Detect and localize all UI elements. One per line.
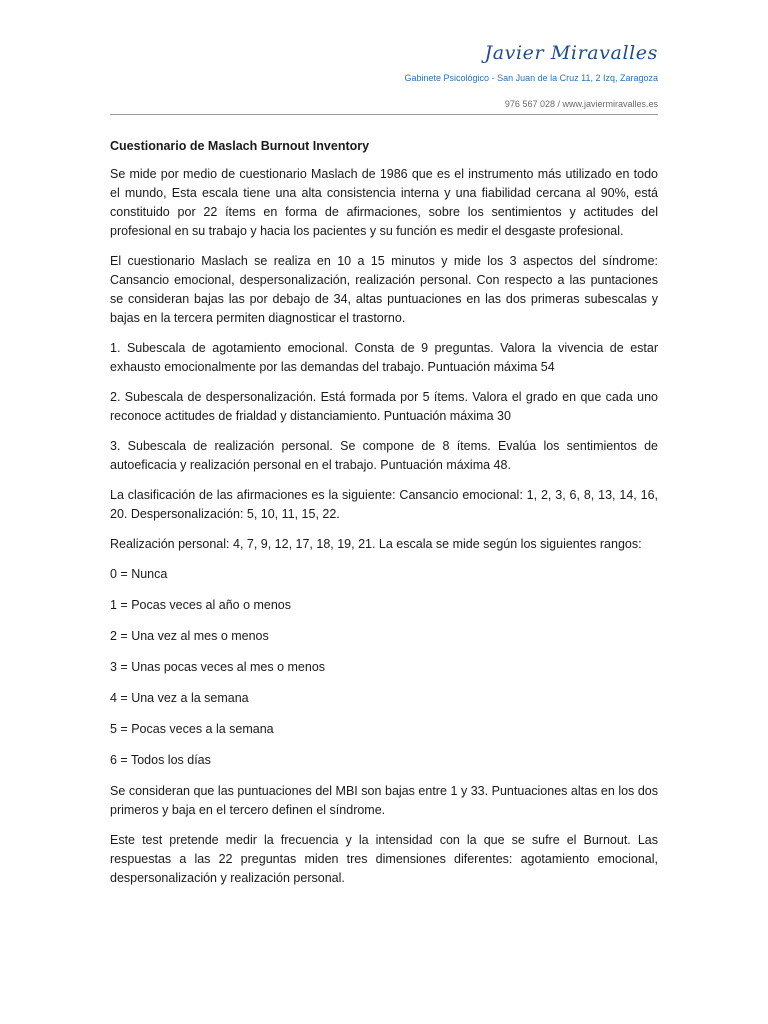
paragraph: Este test pretende medir la frecuencia y la intensidad con la que se sufre el Burnout. Las respuestas a las 22 preguntas miden tres dimensiones diferentes: agotamiento emocional, despersonalización y realización personal. xyxy=(110,833,658,885)
letterhead-name: Javier Miravalles xyxy=(484,42,658,64)
paragraph: Se consideran que las puntuaciones del MBI son bajas entre 1 y 33. Puntuaciones altas en los dos primeros y baja en el tercero definen el síndrome. xyxy=(110,784,658,817)
paragraph: El cuestionario Maslach se realiza en 10 a 15 minutos y mide los 3 aspectos del síndrome: Cansancio emocional, despersonalización, realización personal. Con respecto a las puntaciones se consideran bajas las por debajo de 34, altas puntuaciones en las dos primeras subescalas y bajas en la tercera permiten diagnosticar el trastorno. xyxy=(110,254,658,325)
letterhead-address: Gabinete Psicológico - San Juan de la Cruz 11, 2 Izq, Zaragoza xyxy=(404,73,658,83)
scale-item: 6 = Todos los días xyxy=(110,753,211,767)
document-title: Cuestionario de Maslach Burnout Inventory xyxy=(110,139,370,153)
scale-item: 2 = Una vez al mes o menos xyxy=(110,629,269,643)
scale-item: 3 = Unas pocas veces al mes o menos xyxy=(110,660,326,674)
scale-item: 4 = Una vez a la semana xyxy=(110,691,249,705)
paragraph: Realización personal: 4, 7, 9, 12, 17, 18, 19, 21. La escala se mide según los siguientes rangos: xyxy=(110,537,642,551)
scale-list xyxy=(110,565,658,770)
letterhead-contact: 976 567 028 / www.javiermiravalles.es xyxy=(504,99,658,109)
scale-item: 1 = Pocas veces al año o menos xyxy=(110,598,292,612)
scale-item: 0 = Nunca xyxy=(110,567,168,581)
paragraph: 2. Subescala de despersonalización. Está formada por 5 ítems. Valora el grado en que cada uno reconoce actitudes de frialdad y distanciamiento. Puntuación máxima 30 xyxy=(110,390,658,423)
paragraph: Se mide por medio de cuestionario Maslach de 1986 que es el instrumento más utilizado en todo el mundo, Esta escala tiene una alta consistencia interna y una fiabilidad cercana al 90%, está constituido por 22 ítems en forma de afirmaciones, sobre los sentimientos y actitudes del profesional en su trabajo y hacia los pacientes y su función es medir el desgaste profesional. xyxy=(110,167,658,238)
paragraph: La clasificación de las afirmaciones es la siguiente: Cansancio emocional: 1, 2, 3, 6, 8, 13, 14, 16, 20. Despersonalización: 5, 10, 11, 15, 22. xyxy=(110,488,658,521)
paragraph: 1. Subescala de agotamiento emocional. Consta de 9 preguntas. Valora la vivencia de estar exhausto emocionalmente por las demandas del trabajo. Puntuación máxima 54 xyxy=(110,341,658,374)
document-body xyxy=(110,137,658,888)
header-divider xyxy=(110,114,658,115)
letterhead xyxy=(110,0,658,115)
paragraph: 3. Subescala de realización personal. Se compone de 8 ítems. Evalúa los sentimientos de autoeficacia y realización personal en el trabajo. Puntuación máxima 48. xyxy=(110,439,658,472)
scale-item: 5 = Pocas veces a la semana xyxy=(110,722,274,736)
